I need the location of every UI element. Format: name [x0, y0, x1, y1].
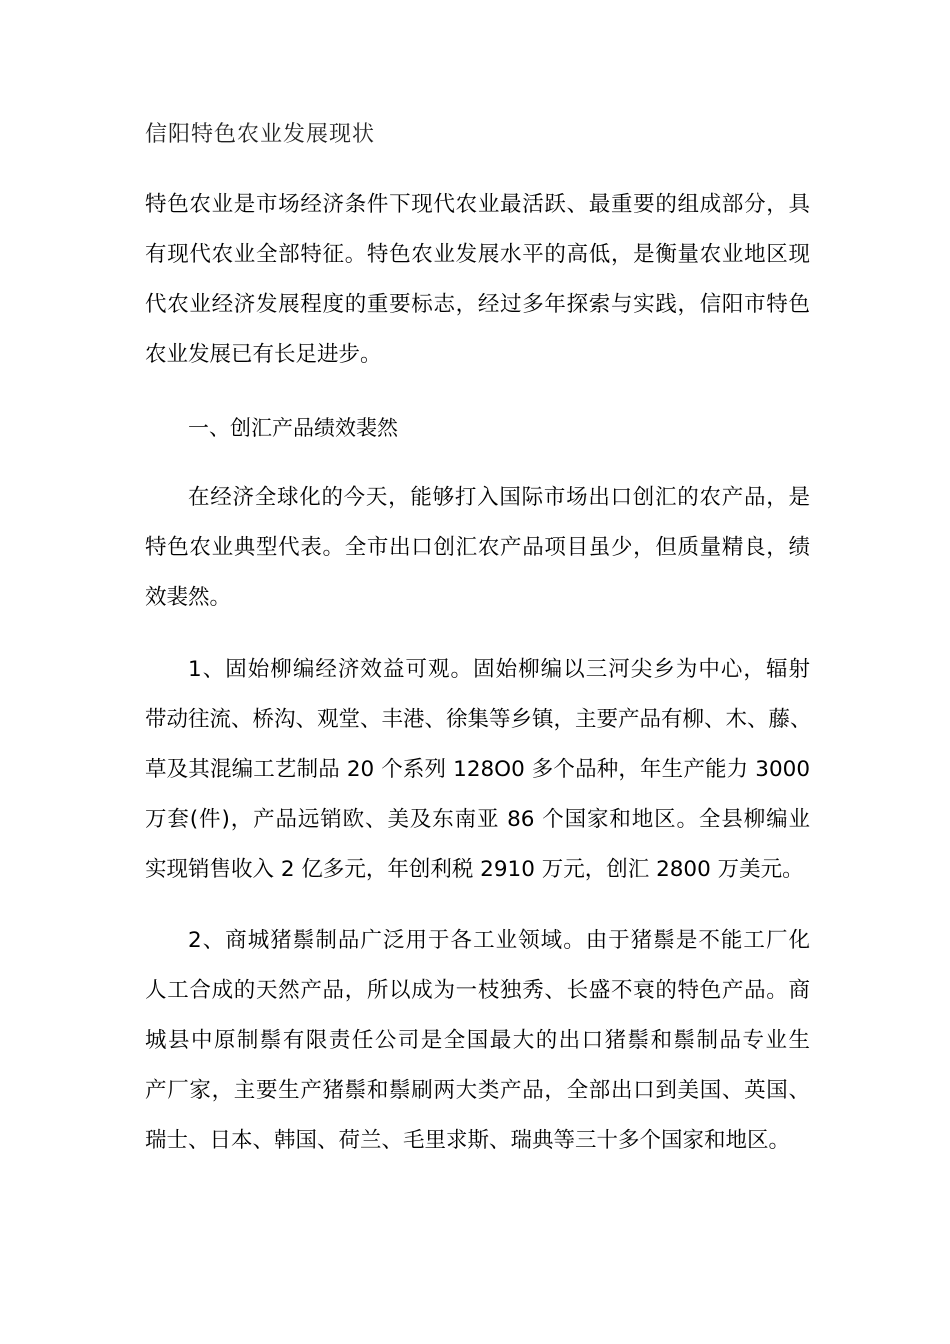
section1-line-1: 在经济全球化的今天，能够打入国际市场出口创汇的农产品，是: [188, 485, 810, 510]
intro-line-3: 代农业经济发展程度的重要标志，经过多年探索与实践，信阳市特色: [145, 292, 810, 317]
item1-line-4: 万套(件)，产品远销欧、美及东南亚 86 个国家和地区。全县柳编业: [145, 807, 810, 832]
item1-line-2: 带动往流、桥沟、观堂、丰港、徐集等乡镇，主要产品有柳、木、藤、: [145, 707, 812, 732]
section1-paragraph: [145, 473, 810, 623]
item2-line-4: 产厂家，主要生产猪鬃和鬃刷两大类产品，全部出口到美国、英国、: [145, 1078, 810, 1103]
intro-line-2: 有现代农业全部特征。特色农业发展水平的高低，是衡量农业地区现: [145, 242, 810, 267]
intro-paragraph: [145, 180, 810, 380]
section-heading-1: 一、创汇产品绩效裴然: [188, 416, 398, 440]
intro-line-1: 特色农业是市场经济条件下现代农业最活跃、最重要的组成部分，具: [145, 192, 810, 217]
item2-line-3: 城县中原制鬃有限责任公司是全国最大的出口猪鬃和鬃制品专业生: [145, 1028, 810, 1053]
item1-line-3: 草及其混编工艺制品 20 个系列 128O0 多个品种，年生产能力 3000: [145, 757, 810, 782]
item2-line-2: 人工合成的天然产品，所以成为一枝独秀、长盛不衰的特色产品。商: [145, 978, 810, 1003]
section1-line-2: 特色农业典型代表。全市出口创汇农产品项目虽少，但质量精良，绩: [145, 535, 810, 560]
item2-paragraph: [145, 916, 810, 1166]
item1-line-5: 实现销售收入 2 亿多元，年创利税 2910 万元，创汇 2800 万美元。: [145, 857, 804, 882]
document-title: 信阳特色农业发展现状: [145, 122, 376, 147]
item2-line-5: 瑞士、日本、韩国、荷兰、毛里求斯、瑞典等三十多个国家和地区。: [145, 1128, 791, 1153]
section1-line-3: 效裴然。: [145, 585, 232, 610]
intro-line-4: 农业发展已有长足进步。: [145, 342, 382, 367]
item1-line-1: 1、固始柳编经济效益可观。固始柳编以三河尖乡为中心，辐射: [188, 657, 810, 682]
item1-paragraph: [145, 645, 810, 895]
item2-line-1: 2、商城猪鬃制品广泛用于各工业领域。由于猪鬃是不能工厂化: [188, 928, 810, 953]
